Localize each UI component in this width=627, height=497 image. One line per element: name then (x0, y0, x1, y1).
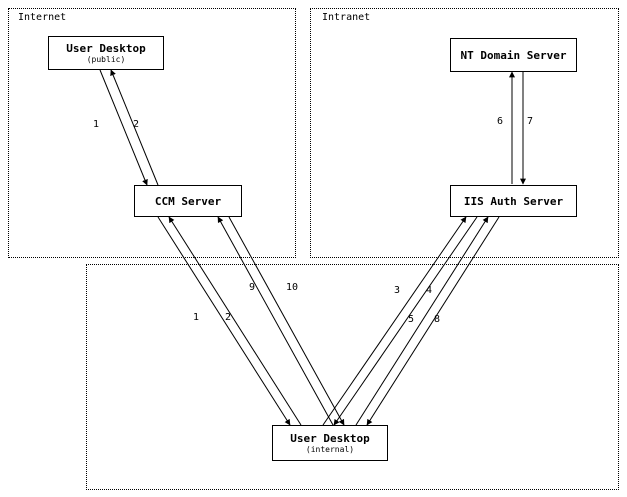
node-user-desktop-internal-subtitle: (internal) (305, 444, 355, 454)
node-nt-domain-server-title: NT Domain Server (460, 48, 567, 62)
edge-label-7: 7 (527, 116, 534, 127)
zone-internet-label: Internet (18, 12, 67, 23)
edge-label-2-public: 2 (133, 119, 140, 130)
node-iis-auth-server[interactable] (450, 185, 577, 217)
edge-label-1-public: 1 (93, 119, 100, 130)
node-user-desktop-public-subtitle: (public) (86, 54, 126, 64)
edge-label-10: 10 (286, 282, 299, 293)
edge-label-4: 4 (426, 285, 433, 296)
edge-label-6: 6 (497, 116, 504, 127)
node-iis-auth-server-title: IIS Auth Server (463, 194, 564, 208)
node-ccm-server-title: CCM Server (154, 194, 222, 208)
edge-label-2-internal: 2 (225, 312, 232, 323)
node-user-desktop-public[interactable] (48, 36, 164, 70)
node-user-desktop-public-title: User Desktop (66, 41, 146, 55)
node-nt-domain-server[interactable] (450, 38, 577, 72)
node-ccm-server[interactable] (134, 185, 242, 217)
node-user-desktop-internal[interactable] (272, 425, 388, 461)
node-user-desktop-internal-title: User Desktop (290, 431, 370, 445)
edge-label-5: 5 (408, 314, 415, 325)
edge-label-8: 8 (434, 314, 441, 325)
zone-intranet-label: Intranet (322, 12, 371, 23)
edge-label-1-internal: 1 (193, 312, 200, 323)
edge-label-9: 9 (249, 282, 256, 293)
edge-label-3: 3 (394, 285, 401, 296)
